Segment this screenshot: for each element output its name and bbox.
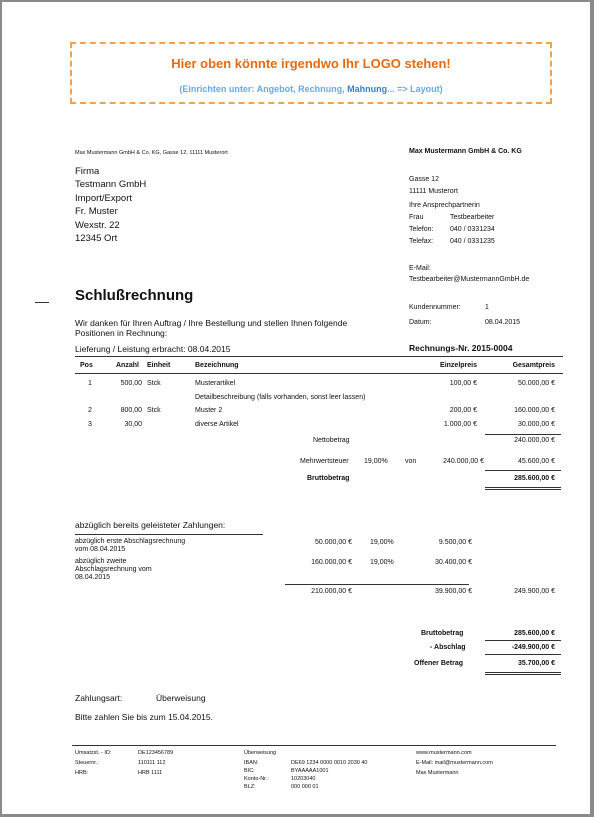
vat-from: von xyxy=(405,458,417,465)
recipient-line: 12345 Ort xyxy=(75,233,118,245)
intro-text: Wir danken für Ihren Auftrag / Ihre Bestellung und stellen Ihnen folgende Positionen in Rechnung: xyxy=(75,318,348,338)
logo-subtitle: (Einrichten unter: Angebot, Rechnung, Mahnung... => Layout) xyxy=(179,84,443,94)
payments-sum-gross: 249.900,00 € xyxy=(514,588,555,595)
final-double-rule xyxy=(485,672,561,675)
recipient-line: Wexstr. 22 xyxy=(75,219,120,231)
col-header-qty: Anzahl xyxy=(116,362,139,369)
email-value: Testbearbeiter@MustermannGmbH.de xyxy=(409,276,530,283)
gross-amount: 285.600,00 € xyxy=(514,475,555,482)
customer-number: 1 xyxy=(485,304,489,311)
col-header-unit-price: Einzelpreis xyxy=(440,362,477,369)
sender-line: Max Mustermann GmbH & Co. KG, Gasse 12, 11111 Musterort xyxy=(75,150,228,156)
open-amount: 35.700,00 € xyxy=(518,660,555,667)
recipient-line: Testmann GmbH xyxy=(75,179,147,191)
table-top-rule xyxy=(75,356,563,357)
payment-2-rate: 19,00% xyxy=(370,559,394,566)
contact-label: Ihre Ansprechpartnerin xyxy=(409,202,480,209)
payment-1-vat: 9.500,00 € xyxy=(438,539,472,546)
recipient-line: Firma xyxy=(75,166,100,177)
payments-sum-amount: 210.000,00 € xyxy=(311,588,352,595)
fold-mark xyxy=(35,302,49,303)
gross-double-rule xyxy=(485,487,561,490)
final-gross-label: Bruttobetrag xyxy=(421,630,464,637)
date-label: Datum: xyxy=(409,319,432,326)
payment-2-amount: 160.000,00 € xyxy=(311,559,352,566)
payments-sum-vat: 39.900,00 € xyxy=(435,588,472,595)
invoice-number: Rechnungs-Nr. 2015-0004 xyxy=(409,343,513,353)
invoice-title: Schlußrechnung xyxy=(75,287,194,304)
phone-value: 040 / 0331234 xyxy=(450,226,495,233)
payments-sum-rule xyxy=(285,584,469,585)
recipient-line: Import/Export xyxy=(75,192,133,204)
payment-2-vat: 30.400,00 € xyxy=(435,559,472,566)
payment-method-label: Zahlungsart: xyxy=(75,693,123,703)
payment-1-amount: 50.000,00 € xyxy=(315,539,352,546)
table-header-rule xyxy=(75,373,563,374)
payment-1-rate: 19,00% xyxy=(370,539,394,546)
final-rule-2 xyxy=(485,654,561,655)
invoice-date: 08.04.2015 xyxy=(485,319,521,326)
company-street: Gasse 12 xyxy=(409,176,439,183)
vat-rate: 19,00% xyxy=(364,458,388,465)
company-name: Max Mustermann GmbH & Co. KG xyxy=(409,148,522,155)
recipient-line: Fr. Muster xyxy=(75,206,118,218)
delivery-date: Lieferung / Leistung erbracht: 08.04.2015 xyxy=(75,344,231,354)
payment-row-1: abzüglich erste Abschlagsrechnung vom 08.04.2015 xyxy=(75,538,186,553)
vat-base: 240.000,00 € xyxy=(443,458,484,465)
company-city: 11111 Musterort xyxy=(409,188,458,195)
final-gross: 285.600,00 € xyxy=(514,630,555,637)
logo-title: Hier oben könnte irgendwo Ihr LOGO stehen! xyxy=(171,56,451,71)
payment-row-2: abzüglich zweite Abschlagsrechnung vom 08.04.2015 xyxy=(75,558,152,581)
fax-value: 040 / 0331235 xyxy=(450,238,495,245)
final-rule-1 xyxy=(485,640,561,641)
payment-due: Bitte zahlen Sie bis zum 15.04.2015. xyxy=(75,712,213,722)
recipient-address xyxy=(75,165,146,245)
payments-rule xyxy=(75,534,263,535)
invoice-page: Hier oben könnte irgendwo Ihr LOGO stehen! (Einrichten unter: Angebot, Rechnung, Mahnung... => Layout) Max Mustermann GmbH & Co. KG, Gasse 12, 11111 Musterort Firma Testmann GmbH Import/Export Fr. Muster Wexstr. 22 12345 Ort Max Mustermann GmbH & Co. KG Gasse 12 11111 Musterort Ihre Ansprechpartnerin Frau Testbearbeiter Telefon: 040 / 0331234 Telefax: 040 / 0331235 E-Mail: Testbearbeiter@MustermannGmbH.de Schlußrechnung Kundennummer: 1 Datum: 08.04.2015 Wir danken für Ihren Auftrag / Ihre Bestellung und stellen Ihnen folgende Positionen in Rechnung: Lieferung / Leistung erbracht: 08.04.2015 Rechnungs-Nr. 2015-0004 Pos Anzahl Einheit Bezeichnung Einzelpreis Gesamtpreis 1 500,00 Stck Musterartikel 100,00 € 50.000,00 € Detailbeschreibung (falls vorhanden, sonst leer lassen) 2 800,00 Stck Muster 2 200,00 € 160.000,00 € 3 30,00 diverse Artikel 1.000,00 € 30.000,00 € Nettobetrag 240.000,00 € Mehrwertsteuer 19,00% von 240.000,00 € 45.600,00 € Bruttobetrag 285.600,00 € abzüglich bereits geleisteter Zahlungen: abzüglich erste Abschlagsrechnung vom 08.04.2015 50.000,00 € 19,00% 9.500,00 € abzüglich zweite Abschlagsrechnung vom 08.04.2015 160.000,00 € 19,00% 30.400,00 € 210.000,00 € 39.900,00 € 249.900,00 € Bruttobetrag 285.600,00 € - Abschlag -249.900,00 € Offener Betrag 35.700,00 € Zahlungsart: Überweisung Bitte zahlen Sie bis zum 15.04.2015. Umsatzst. - ID: DE123456789 Steuernr.: 110111 112 HRB: HRB 1111 Überweisung IBAN: DE69 1234 0000 0010 2030 40 BIC: BYAAAAA1001 Konto-Nr.: 10203040 BLZ: 000 000 01 www.mustermann.com E-Mail: mail@mustermann.com Max Mustermann xyxy=(2,2,590,814)
col-header-unit: Einheit xyxy=(147,362,171,369)
open-amount-label: Offener Betrag xyxy=(414,660,464,667)
gross-label: Bruttobetrag xyxy=(307,475,350,482)
phone-label: Telefon: xyxy=(409,226,434,233)
customer-number-label: Kundennummer: xyxy=(409,304,461,311)
vat-amount: 45.600,00 € xyxy=(518,458,555,465)
footer-rule xyxy=(72,745,556,746)
vat-label: Mehrwertsteuer xyxy=(300,458,349,465)
col-header-total: Gesamtpreis xyxy=(512,362,555,369)
contact-name: Testbearbeiter xyxy=(450,214,495,221)
deduction-label: - Abschlag xyxy=(430,644,466,651)
contact-salutation: Frau xyxy=(409,214,424,221)
deduction-amount: -249.900,00 € xyxy=(511,644,555,651)
net-label: Nettobetrag xyxy=(313,437,350,444)
net-amount: 240.000,00 € xyxy=(514,437,555,444)
col-header-desc: Bezeichnung xyxy=(195,362,239,369)
gross-rule-top xyxy=(485,470,561,471)
fax-label: Telefax: xyxy=(409,238,434,245)
email-label: E-Mail: xyxy=(409,265,431,272)
payments-heading: abzüglich bereits geleisteter Zahlungen: xyxy=(75,520,226,530)
net-rule xyxy=(485,434,561,435)
col-header-pos: Pos xyxy=(80,362,93,369)
logo-placeholder xyxy=(70,42,552,104)
payment-method: Überweisung xyxy=(156,693,206,703)
